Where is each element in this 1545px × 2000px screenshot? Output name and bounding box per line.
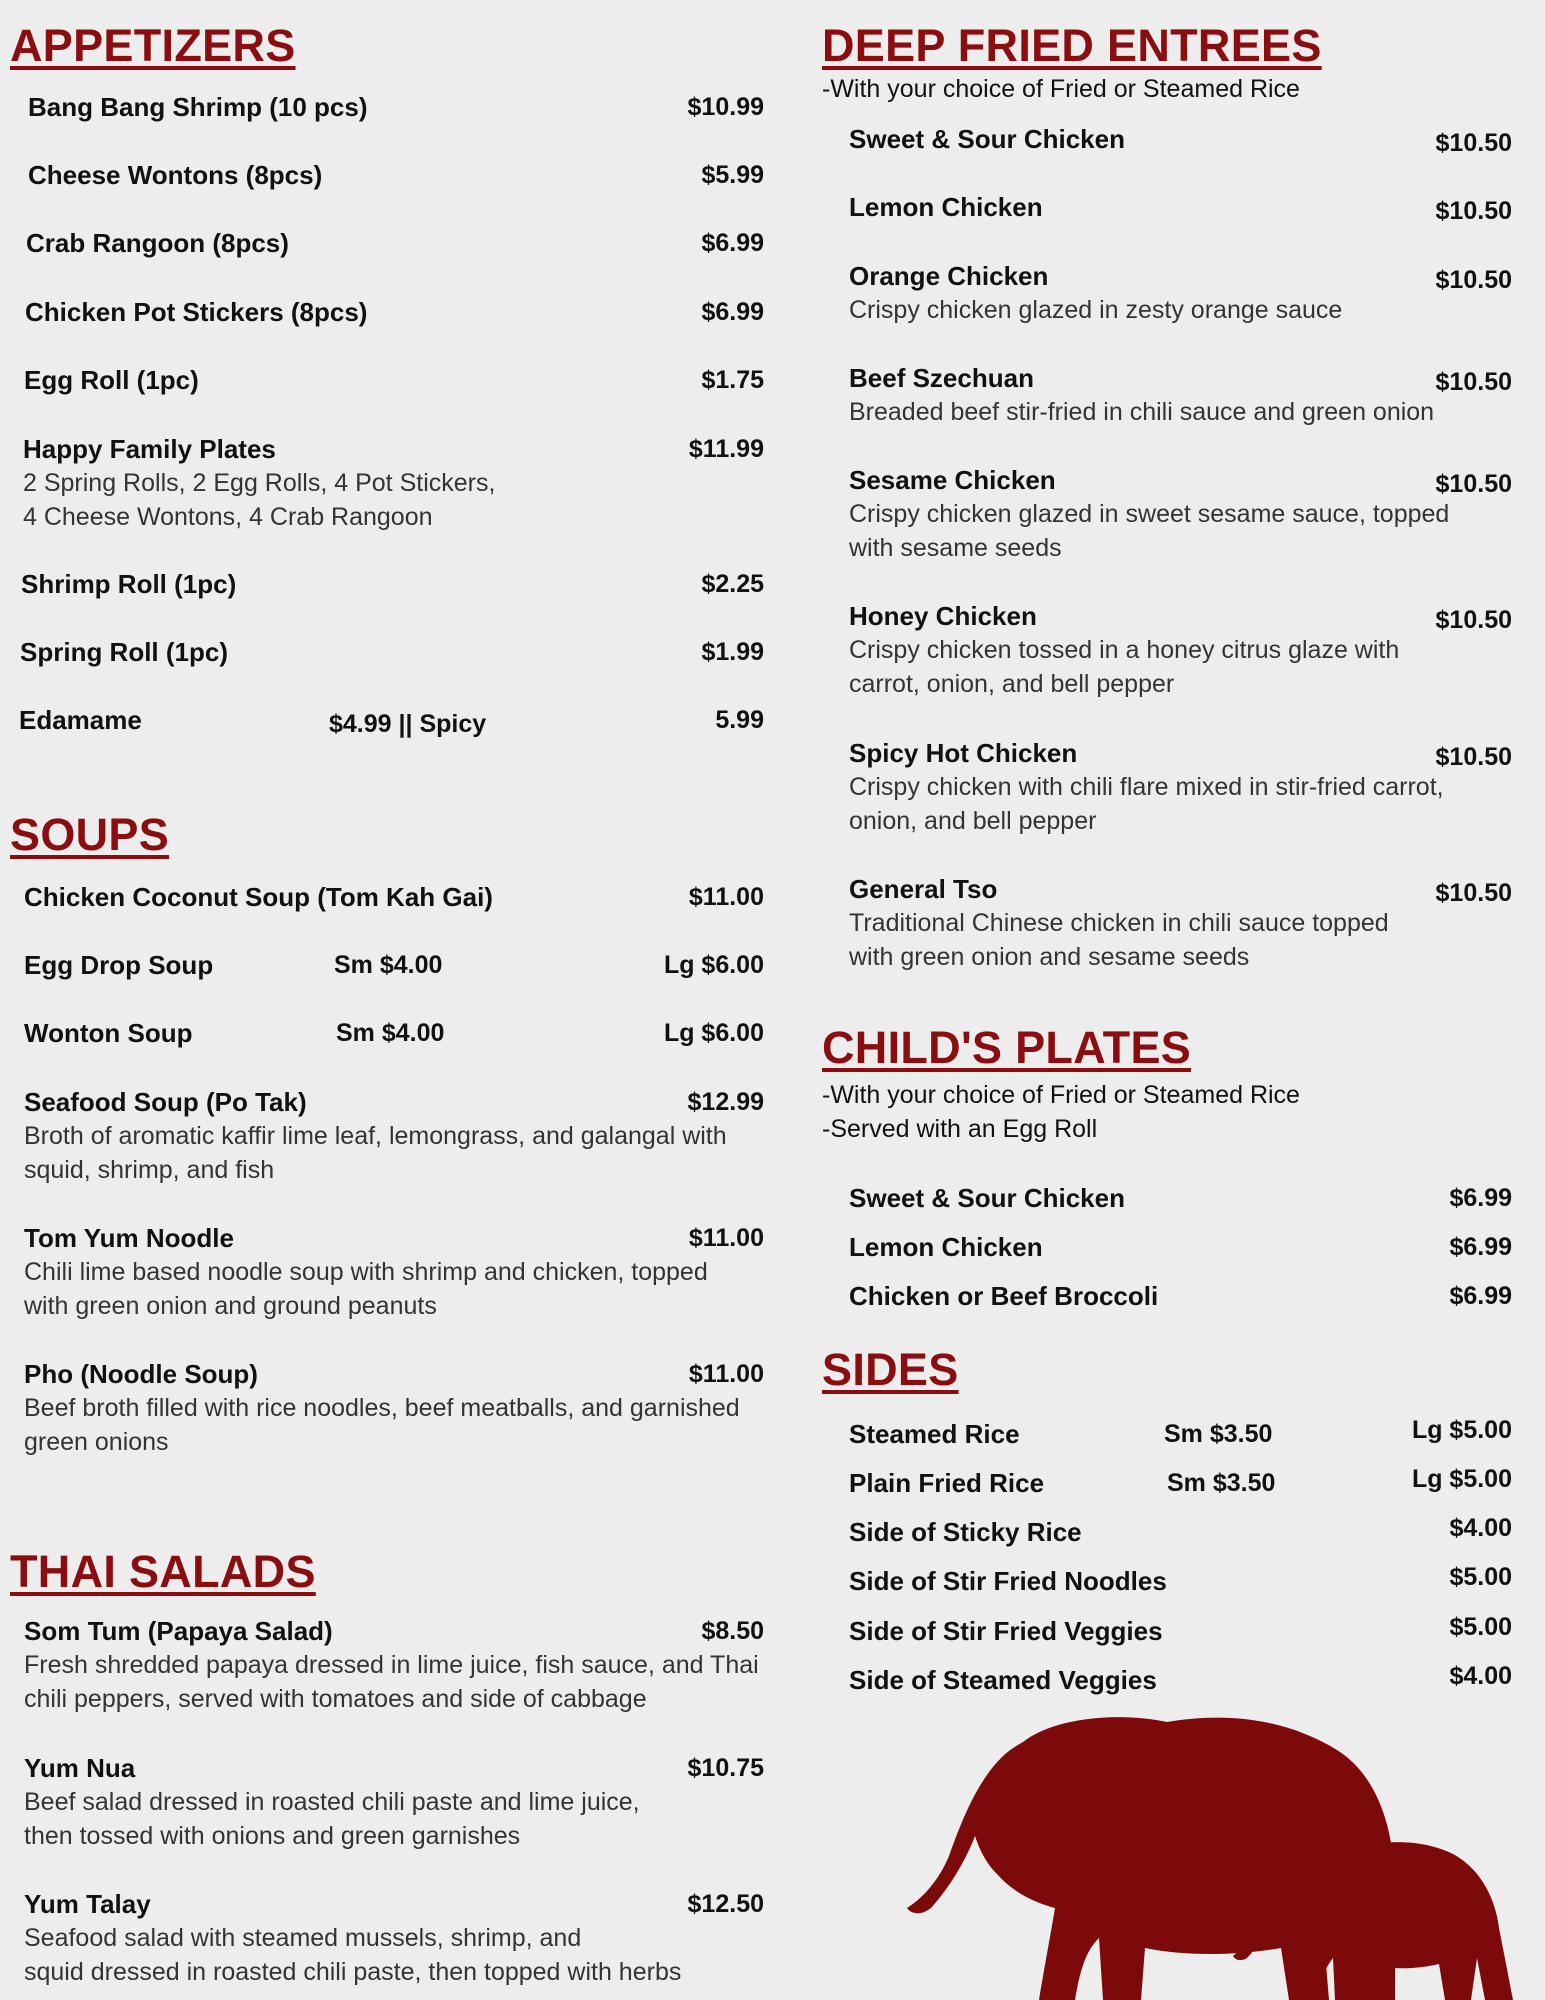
menu-item <box>849 1181 1512 1215</box>
item-price: $12.99 <box>687 1088 764 1116</box>
item-name: Side of Sticky Rice <box>849 1517 1082 1547</box>
item-price-regular: $4.99 || Spicy <box>329 710 487 738</box>
soups-section <box>10 809 762 861</box>
menu-item <box>24 948 764 982</box>
item-description: then tossed with onions and green garnishes <box>24 1822 521 1850</box>
item-price: $6.99 <box>1449 1282 1512 1310</box>
item-price-large: Lg $6.00 <box>663 1019 764 1047</box>
menu-item <box>28 90 764 124</box>
childs-plates-section <box>822 1022 1534 1146</box>
menu-item <box>849 122 1512 156</box>
item-price: $5.99 <box>701 161 764 189</box>
menu-item <box>24 363 764 397</box>
menu-item <box>23 432 764 534</box>
item-name: General Tso <box>849 874 998 904</box>
menu-item <box>849 1614 1512 1648</box>
menu-item <box>849 1466 1512 1500</box>
menu-item <box>28 158 764 192</box>
menu-item <box>26 226 764 260</box>
menu-item <box>849 1515 1512 1549</box>
section-title-thai-salads: THAI SALADS <box>10 1546 316 1597</box>
item-description: 2 Spring Rolls, 2 Egg Rolls, 4 Pot Stickers, <box>23 469 496 497</box>
item-price-small: Sm $4.00 <box>334 951 443 979</box>
item-name: Edamame <box>19 705 142 735</box>
item-name: Spicy Hot Chicken <box>849 738 1078 768</box>
menu-item <box>849 190 1512 224</box>
item-description: Beef broth filled with rice noodles, beef meatballs, and garnished <box>24 1394 740 1422</box>
item-price-small: Sm $4.00 <box>336 1019 445 1047</box>
menu-item <box>24 880 764 914</box>
section-note: -With your choice of Fried or Steamed Rice <box>822 1081 1300 1109</box>
menu-item <box>24 1887 764 1989</box>
menu-item <box>24 1085 764 1187</box>
item-price: $5.00 <box>1449 1613 1512 1641</box>
item-description: Crispy chicken glazed in sweet sesame sauce, topped <box>849 500 1450 528</box>
item-price: $12.50 <box>687 1890 764 1918</box>
section-title-appetizers: APPETIZERS <box>10 20 296 71</box>
item-price: $11.00 <box>688 883 764 911</box>
section-title-sides: SIDES <box>822 1344 959 1395</box>
item-description: squid dressed in roasted chili paste, then topped with herbs <box>24 1958 682 1986</box>
item-price-small: Sm $3.50 <box>1167 1469 1276 1497</box>
menu-item <box>849 872 1512 974</box>
menu-item <box>849 463 1512 565</box>
menu-item <box>24 1357 764 1459</box>
item-price: $10.50 <box>1435 606 1512 634</box>
menu-item <box>849 259 1512 327</box>
item-price: $11.00 <box>688 1224 764 1252</box>
menu-item <box>24 1016 764 1050</box>
item-price: $6.99 <box>1449 1184 1512 1212</box>
item-description: carrot, onion, and bell pepper <box>849 670 1175 698</box>
menu-item <box>24 1751 764 1853</box>
item-price: $10.50 <box>1435 470 1512 498</box>
item-name: Crab Rangoon (8pcs) <box>26 228 289 258</box>
item-price: $8.50 <box>701 1617 764 1645</box>
thai-salads-section <box>10 1546 762 1598</box>
item-price: $5.00 <box>1449 1563 1512 1591</box>
sides-section <box>822 1344 1534 1396</box>
item-name: Side of Stir Fried Noodles <box>849 1566 1167 1596</box>
item-description: squid, shrimp, and fish <box>24 1156 275 1184</box>
item-price: $10.99 <box>687 93 764 121</box>
item-name: Egg Drop Soup <box>24 950 214 980</box>
item-description: with green onion and sesame seeds <box>849 943 1250 971</box>
item-price: $6.99 <box>1449 1233 1512 1261</box>
item-name: Orange Chicken <box>849 261 1049 291</box>
item-name: Plain Fried Rice <box>849 1468 1045 1498</box>
item-price: 5.99 <box>715 706 764 734</box>
item-price: $4.00 <box>1449 1662 1512 1690</box>
item-price-small: Sm $3.50 <box>1164 1420 1273 1448</box>
item-price: $4.00 <box>1449 1514 1512 1542</box>
item-price: $10.75 <box>687 1754 764 1782</box>
item-price: $11.99 <box>688 435 764 463</box>
section-title-deep-fried: DEEP FRIED ENTREES <box>822 20 1322 71</box>
item-name: Som Tum (Papaya Salad) <box>24 1616 333 1646</box>
menu-item <box>24 1614 764 1716</box>
section-title-soups: SOUPS <box>10 809 170 860</box>
menu-item <box>19 703 764 737</box>
menu-item <box>849 361 1512 429</box>
item-description: Breaded beef stir-fried in chili sauce and green onion <box>849 398 1435 426</box>
item-price: $2.25 <box>701 570 764 598</box>
item-price: $10.50 <box>1435 129 1512 157</box>
item-name: Wonton Soup <box>24 1018 193 1048</box>
item-name: Side of Stir Fried Veggies <box>849 1616 1163 1646</box>
item-price: $6.99 <box>701 298 764 326</box>
item-description: onion, and bell pepper <box>849 807 1097 835</box>
item-name: Lemon Chicken <box>849 1232 1043 1262</box>
menu-item <box>21 567 764 601</box>
item-price: $10.50 <box>1435 266 1512 294</box>
elephant-icon <box>905 1712 1525 2000</box>
item-name: Yum Talay <box>24 1889 151 1919</box>
item-name: Bang Bang Shrimp (10 pcs) <box>28 92 368 122</box>
item-name: Side of Steamed Veggies <box>849 1665 1157 1695</box>
item-description: Traditional Chinese chicken in chili sauce topped <box>849 909 1389 937</box>
item-name: Honey Chicken <box>849 601 1037 631</box>
item-description: Broth of aromatic kaffir lime leaf, lemongrass, and galangal with <box>24 1122 727 1150</box>
item-name: Shrimp Roll (1pc) <box>21 569 237 599</box>
menu-item <box>849 1279 1512 1313</box>
deep-fried-section <box>822 20 1534 106</box>
item-name: Sweet & Sour Chicken <box>849 1183 1125 1213</box>
item-name: Cheese Wontons (8pcs) <box>28 160 323 190</box>
item-name: Chicken or Beef Broccoli <box>849 1281 1159 1311</box>
menu-item <box>849 1230 1512 1264</box>
item-description: Fresh shredded papaya dressed in lime juice, fish sauce, and Thai <box>24 1651 759 1679</box>
item-price: $10.50 <box>1435 743 1512 771</box>
menu-item <box>849 599 1512 701</box>
menu-item <box>849 1564 1512 1598</box>
item-description: Crispy chicken with chili flare mixed in stir-fried carrot, <box>849 773 1444 801</box>
item-description: with green onion and ground peanuts <box>24 1292 437 1320</box>
item-name: Spring Roll (1pc) <box>20 637 228 667</box>
item-name: Chicken Pot Stickers (8pcs) <box>25 297 368 327</box>
item-description: green onions <box>24 1428 169 1456</box>
item-price: $10.50 <box>1435 197 1512 225</box>
menu-item <box>849 1663 1512 1697</box>
item-description: 4 Cheese Wontons, 4 Crab Rangoon <box>23 503 433 531</box>
item-name: Tom Yum Noodle <box>24 1223 234 1253</box>
item-name: Chicken Coconut Soup (Tom Kah Gai) <box>24 882 493 912</box>
item-name: Sweet & Sour Chicken <box>849 124 1125 154</box>
item-description: Seafood salad with steamed mussels, shrimp, and <box>24 1924 582 1952</box>
item-name: Seafood Soup (Po Tak) <box>24 1087 307 1117</box>
menu-item <box>24 1221 764 1323</box>
item-name: Beef Szechuan <box>849 363 1034 393</box>
item-price: $1.75 <box>701 366 764 394</box>
menu-item <box>25 295 764 329</box>
appetizers-section <box>10 20 762 72</box>
item-price-large: Lg $5.00 <box>1411 1416 1512 1444</box>
item-price: $11.00 <box>688 1360 764 1388</box>
item-name: Steamed Rice <box>849 1419 1020 1449</box>
item-name: Sesame Chicken <box>849 465 1056 495</box>
item-description: Chili lime based noodle soup with shrimp and chicken, topped <box>24 1258 708 1286</box>
section-note: -Served with an Egg Roll <box>822 1115 1098 1143</box>
item-description: Beef salad dressed in roasted chili paste and lime juice, <box>24 1788 640 1816</box>
menu-item <box>20 635 764 669</box>
item-price: $10.50 <box>1435 879 1512 907</box>
section-title-childs-plates: CHILD'S PLATES <box>822 1022 1192 1073</box>
menu-item <box>849 736 1512 838</box>
item-name: Egg Roll (1pc) <box>24 365 199 395</box>
item-description: Crispy chicken glazed in zesty orange sauce <box>849 296 1343 324</box>
item-name: Lemon Chicken <box>849 192 1043 222</box>
item-price: $10.50 <box>1435 368 1512 396</box>
item-name: Yum Nua <box>24 1753 136 1783</box>
item-name: Happy Family Plates <box>23 434 276 464</box>
item-description: with sesame seeds <box>849 534 1062 562</box>
item-price: $1.99 <box>701 638 764 666</box>
item-description: chili peppers, served with tomatoes and side of cabbage <box>24 1685 647 1713</box>
item-price-large: Lg $6.00 <box>663 951 764 979</box>
item-description: Crispy chicken tossed in a honey citrus glaze with <box>849 636 1400 664</box>
menu-item <box>849 1417 1512 1451</box>
item-price: $6.99 <box>701 229 764 257</box>
section-note: -With your choice of Fried or Steamed Rice <box>822 75 1300 103</box>
item-price-large: Lg $5.00 <box>1411 1465 1512 1493</box>
item-name: Pho (Noodle Soup) <box>24 1359 258 1389</box>
